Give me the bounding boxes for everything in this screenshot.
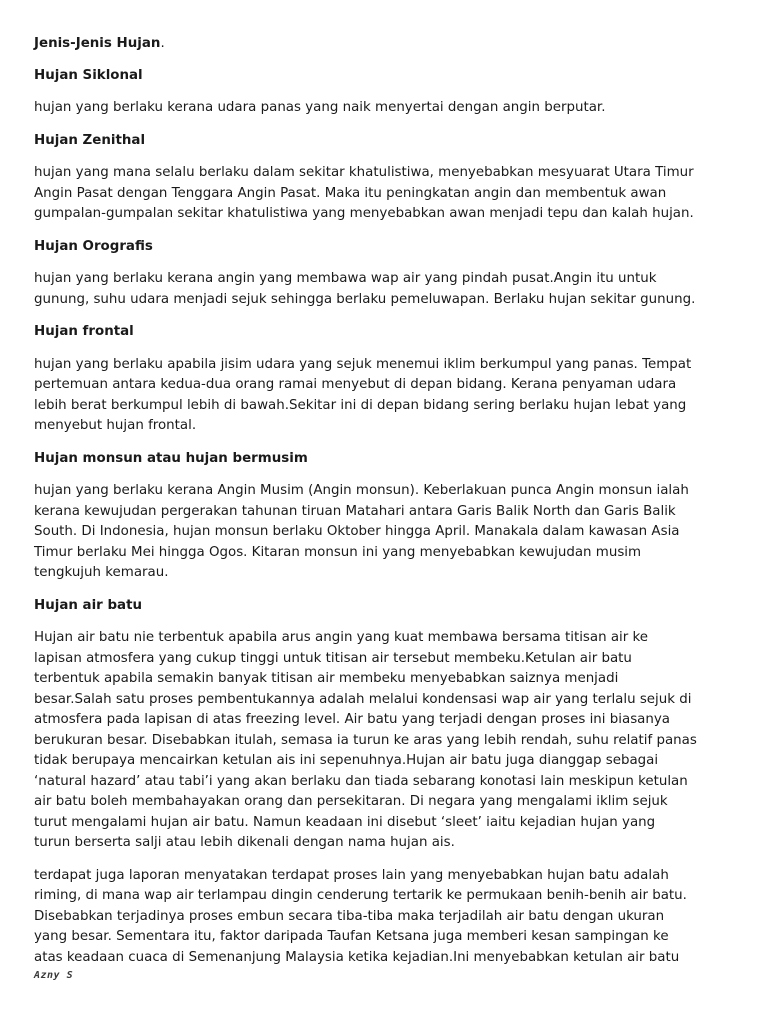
section-heading: Hujan Orografis: [34, 238, 153, 254]
paragraph-line: atmosfera pada lapisan di atas freezing level. Air batu yang terjadi dengan proses ini biasanya: [34, 712, 670, 727]
paragraph-line: lapisan atmosfera yang cukup tinggi untuk titisan air tersebut membeku.Ketulan air batu: [34, 650, 632, 666]
document-sections: [34, 66, 698, 969]
section-heading: Hujan Siklonal: [34, 67, 143, 83]
section-heading: Hujan frontal: [34, 324, 134, 339]
section-paragraph: [34, 866, 698, 969]
section-paragraph: [34, 355, 698, 437]
author-signature: Azny S: [34, 970, 74, 981]
paragraph-line: South. Di Indonesia, hujan monsun berlaku Oktober hingga April. Manakala dalam kawasan Asia: [34, 524, 680, 539]
paragraph-line: hujan yang mana selalu berlaku dalam sekitar khatulistiwa, menyebabkan mesyuarat Utara Timur: [34, 165, 694, 180]
paragraph-line: menyebut hujan frontal.: [34, 418, 197, 433]
paragraph-line: Hujan air batu nie terbentuk apabila arus angin yang kuat membawa bersama titisan air ke: [34, 630, 649, 645]
document-title-period: .: [160, 36, 165, 51]
paragraph-line: gunung, suhu udara menjadi sejuk sehingga berlaku pemeluwapan. Berlaku hujan sekitar gunung.: [34, 291, 696, 307]
paragraph-line: hujan yang berlaku kerana udara panas yang naik menyertai dengan angin berputar.: [34, 100, 606, 115]
section-paragraph: [34, 163, 698, 225]
paragraph-line: tidak berupaya mencairkan ketulan ais ini sepenuhnya.Hujan air batu juga dianggap sebagai: [34, 753, 659, 768]
paragraph-line: hujan yang berlaku kerana angin yang membawa wap air yang pindah pusat.Angin itu untuk: [34, 271, 657, 286]
section-heading: Hujan air batu: [34, 597, 143, 613]
paragraph-line: atas keadaan cuaca di Semenanjung Malaysia ketika kejadian.Ini menyebabkan ketulan air batu: [34, 949, 680, 965]
paragraph-line: lebih berat berkumpul lebih di bawah.Sekitar ini di depan bidang sering berlaku hujan lebat yang: [34, 397, 687, 413]
paragraph-line: besar.Salah satu proses pembentukannya adalah melalui kondensasi wap air yang terlalu sejuk di: [34, 691, 692, 707]
paragraph-line: terdapat juga laporan menyatakan terdapat proses lain yang menyebabkan hujan batu adalah: [34, 867, 669, 883]
document-title-text: Jenis-Jenis Hujan: [34, 36, 161, 51]
document-title: [34, 34, 698, 55]
paragraph-line: kerana kewujudan pergerakan tahunan tiruan Matahari antara Garis Balik North dan Garis Balik: [34, 503, 676, 519]
paragraph-line: pertemuan antara kedua-dua orang ramai menyebut di depan bidang. Kerana penyaman udara: [34, 377, 677, 392]
paragraph-line: turut mengalami hujan air batu. Namun keadaan ini disebut ‘sleet’ iaitu kejadian hujan yang: [34, 814, 656, 830]
paragraph-line: gumpalan-gumpalan sekitar khatulistiwa yang menyebabkan awan menjadi tepu dan kalah hujan.: [34, 206, 694, 221]
section-heading: Hujan monsun atau hujan bermusim: [34, 450, 308, 466]
paragraph-line: Timur berlaku Mei hingga Ogos. Kitaran monsun ini yang menyebabkan kewujudan musim: [34, 544, 642, 560]
paragraph-line: hujan yang berlaku apabila jisim udara yang sejuk menemui iklim berkumpul yang panas. Tempat: [34, 356, 692, 372]
section-paragraph: [34, 98, 698, 119]
paragraph-line: tengkujuh kemarau.: [34, 565, 169, 580]
paragraph-line: Angin Pasat dengan Tenggara Angin Pasat. Maka itu peningkatan angin dan membentuk awan: [34, 185, 667, 201]
paragraph-line: turun berserta salji atau lebih dikenali dengan nama hujan ais.: [34, 835, 455, 850]
paragraph-line: Disebabkan terjadinya proses embun secara tiba-tiba maka terjadilah air batu dengan ukuran: [34, 908, 665, 924]
section-paragraph: [34, 628, 698, 854]
document-page: [34, 34, 698, 980]
paragraph-line: ‘natural hazard’ atau tabi’i yang akan berlaku dan tiada sebarang konotasi lain meskipun ketulan: [34, 773, 688, 789]
section-heading: Hujan Zenithal: [34, 132, 146, 148]
paragraph-line: hujan yang berlaku kerana Angin Musim (Angin monsun). Keberlakuan punca Angin monsun ialah: [34, 483, 689, 498]
section-paragraph: [34, 481, 698, 584]
paragraph-line: terbentuk apabila semakin banyak titisan air membeku menyebabkan saiznya menjadi: [34, 671, 619, 686]
paragraph-line: air batu boleh membahayakan orang dan persekitaran. Di negara yang mengalami iklim sejuk: [34, 794, 668, 809]
paragraph-line: yang besar. Sementara itu, faktor daripada Taufan Ketsana juga memberi kesan sampingan ke: [34, 929, 669, 944]
paragraph-line: riming, di mana wap air terlampau dingin cenderung tertarik ke permukaan benih-benih air batu.: [34, 888, 687, 903]
paragraph-line: berukuran besar. Disebabkan itulah, semasa ia turun ke aras yang lebih rendah, suhu relatif panas: [34, 732, 697, 748]
section-paragraph: [34, 269, 698, 310]
